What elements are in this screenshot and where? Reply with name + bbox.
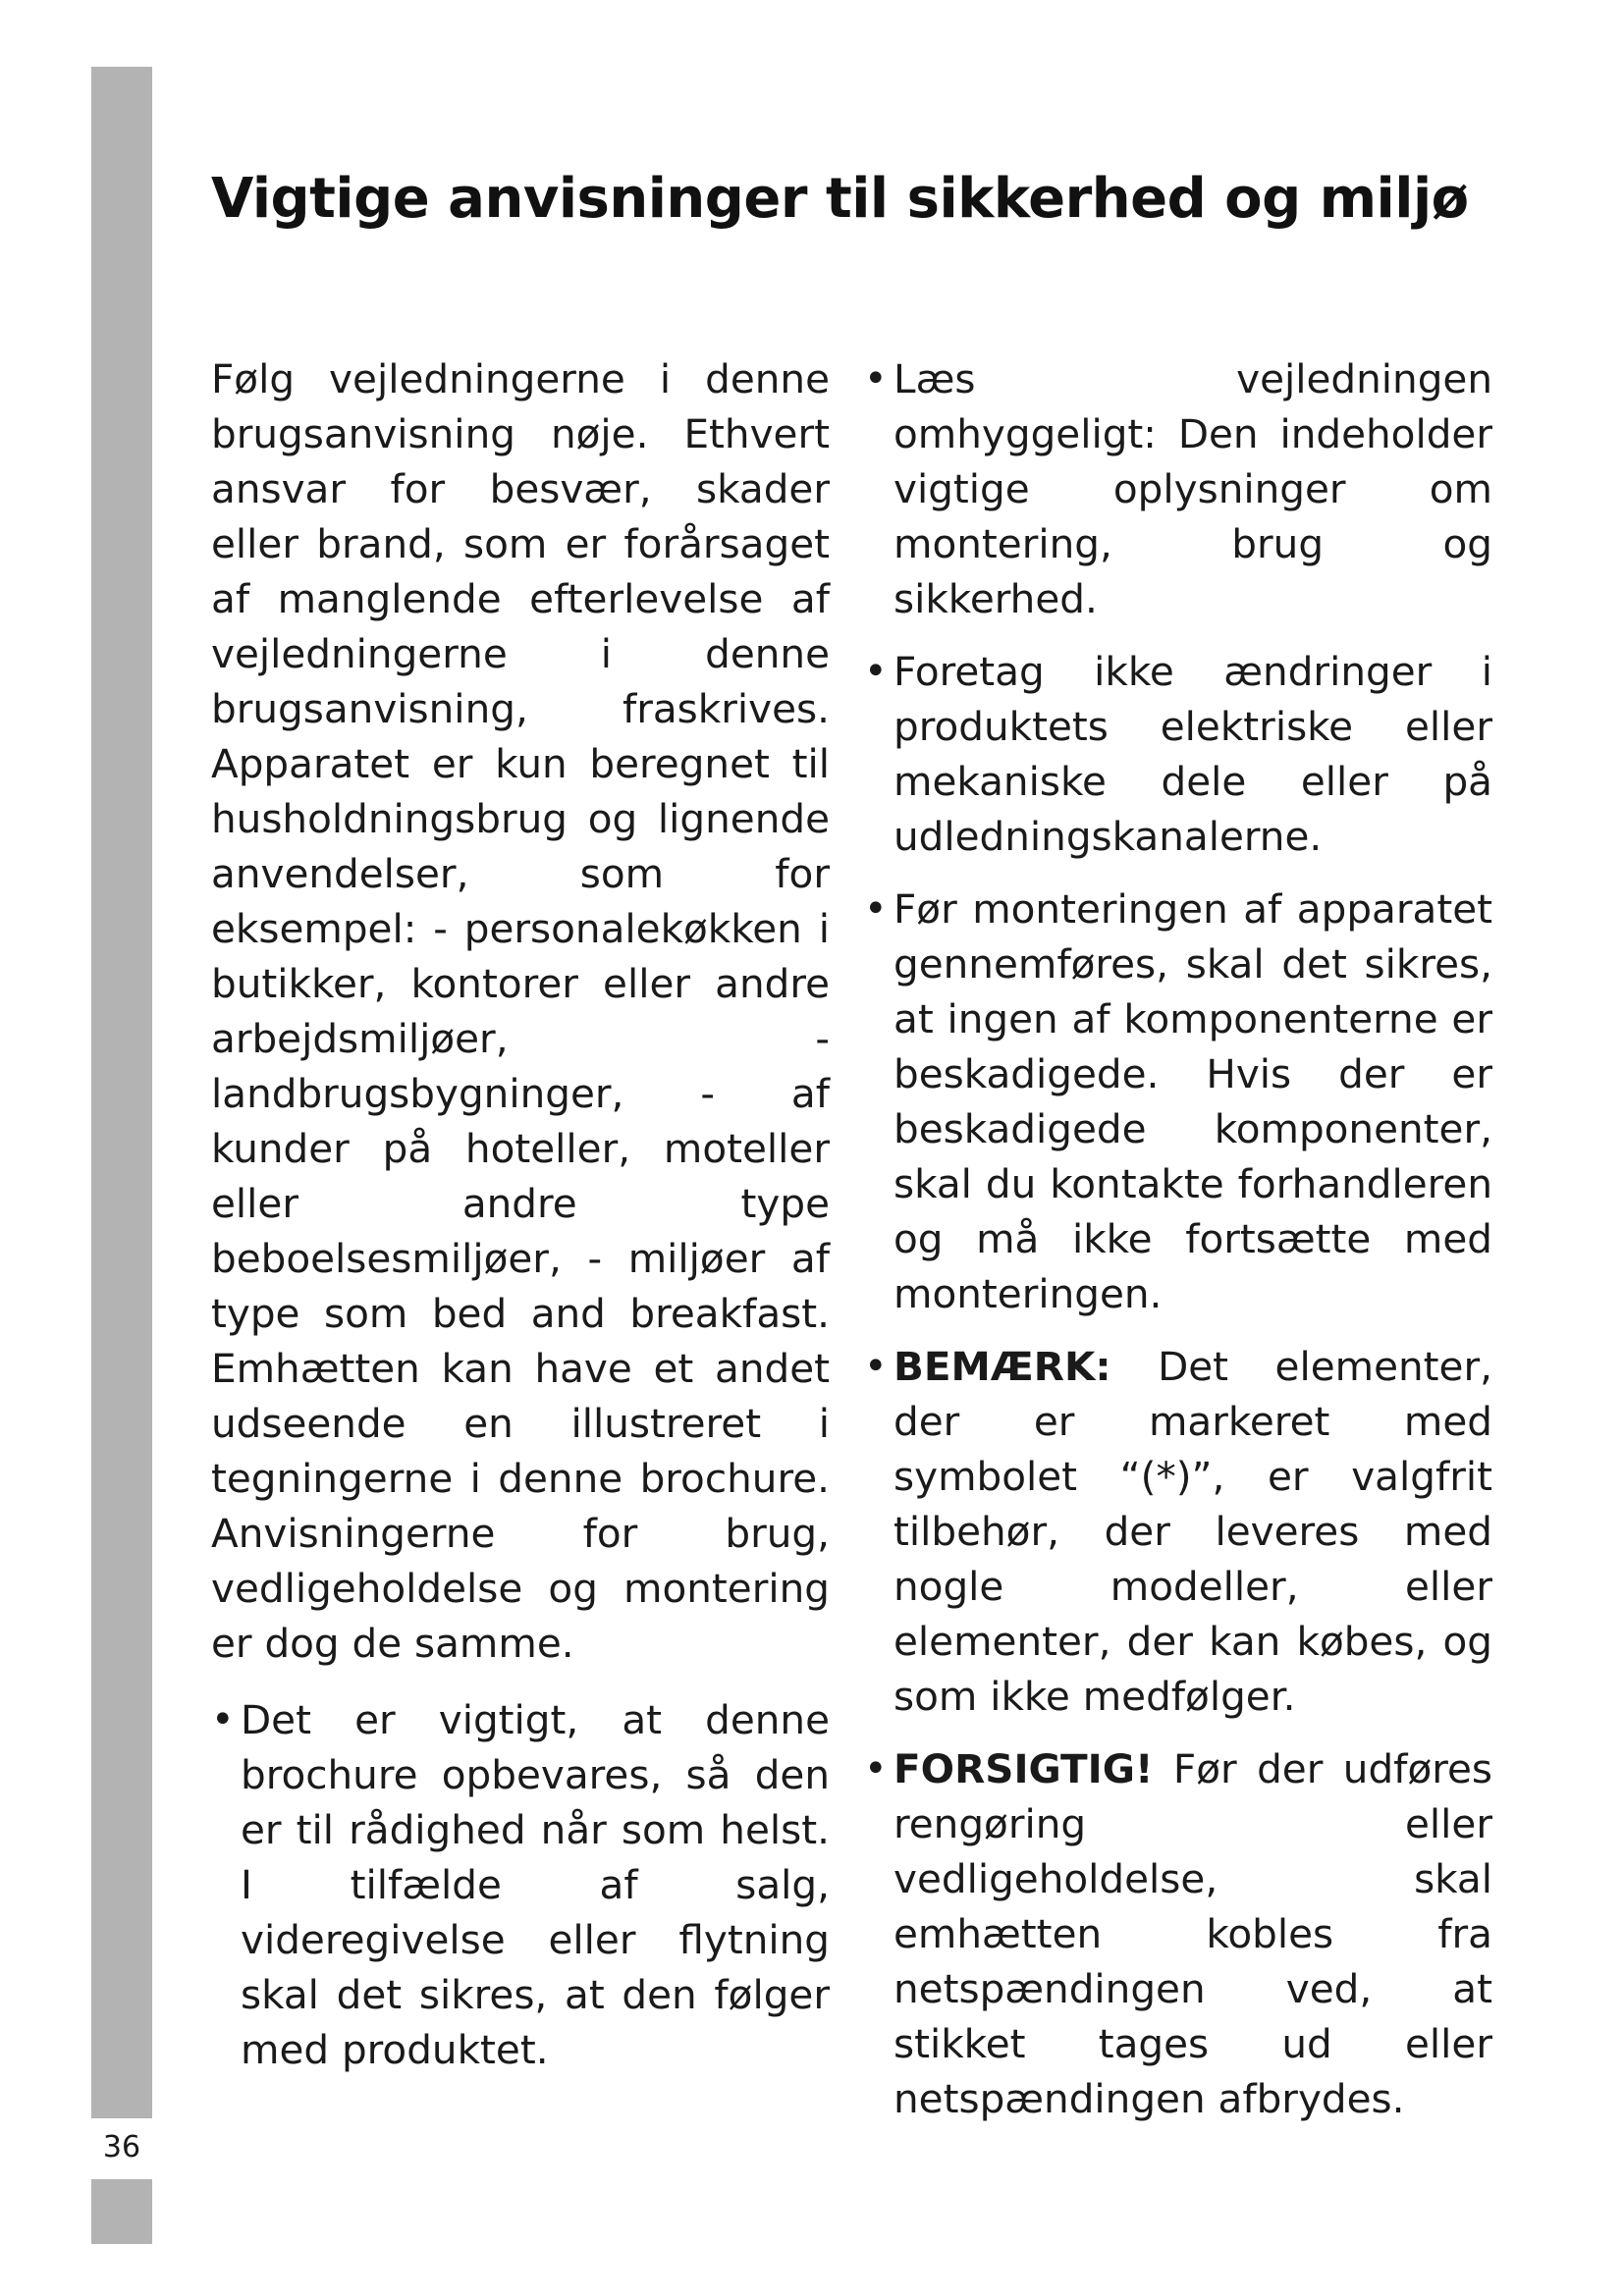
- list-item: [864, 644, 1492, 864]
- list-item: [864, 351, 1492, 626]
- intro-paragraph: Følg vejledningerne i denne brugsanvisning nøje. Ethvert ansvar for besvær, skader eller brand, som er forårsaget af manglende efterlevelse af vejledningerne i denne brugsanvisning, fraskrives. Apparatet er kun beregnet til husholdningsbrug og lignende anvendelser, som for eksempel: - personalekøkken i butikker, kontorer eller andre arbejdsmiljøer, - landbrugsbygninger, - af kunder på hoteller, moteller eller andre type beboelsesmiljøer, - miljøer af type som bed and breakfast. Emhætten kan have et andet udseende en illustreret i tegningerne i denne brochure. Anvisningerne for brug, vedligeholdelse og montering er dog de samme.: [211, 355, 830, 1667]
- bullet-text: Foretag ikke ændringer i produktets elektriske eller mekaniske dele eller på udledningskanalerne.: [893, 648, 1492, 860]
- right-column: [864, 351, 1492, 2144]
- page-number: 36: [102, 2130, 141, 2164]
- side-margin-bar-bottom: [91, 2179, 152, 2244]
- bullet-icon: •: [211, 1697, 235, 1742]
- bullet-text: Læs vejledningen omhyggeligt: Den indeholder vigtige oplysninger om montering, brug og sikkerhed.: [893, 355, 1492, 622]
- left-column: [211, 351, 830, 2095]
- bullet-text: Det er vigtigt, at denne brochure opbevares, så den er til rådighed når som helst. I tilfælde af salg, videregivelse eller flytning skal det sikres, at den følger med produktet.: [241, 1696, 830, 2073]
- bullet-icon: •: [864, 356, 888, 401]
- note-label: BEMÆRK:: [893, 1343, 1111, 1390]
- bullet-icon: •: [864, 1344, 888, 1389]
- page-title: Vigtige anvisninger til sikkerhed og miljø: [211, 167, 1469, 231]
- list-item-caution: [864, 1741, 1492, 2126]
- bullet-icon: •: [864, 1746, 888, 1791]
- list-item-note: [864, 1339, 1492, 1724]
- bullet-icon: •: [864, 886, 888, 932]
- right-bullet-list: [864, 351, 1492, 2126]
- list-item: [864, 881, 1492, 1321]
- bullet-text: Før monteringen af apparatet gennemføres, skal det sikres, at ingen af komponenterne er beskadigede. Hvis der er beskadigede komponenter, skal du kontakte forhandleren og må ikke fortsætte med monteringen.: [893, 885, 1492, 1317]
- list-item: [211, 1692, 830, 2077]
- bullet-icon: •: [864, 649, 888, 694]
- side-margin-bar: [91, 67, 152, 2118]
- bullet-text: Før der udføres rengøring eller vedligeholdelse, skal emhætten kobles fra netspændingen ved, at stikket tages ud eller netspændingen afbrydes.: [893, 1745, 1492, 2122]
- bullet-text: Det elementer, der er markeret med symbolet “(*)”, er valgfrit tilbehør, der leveres med nogle modeller, eller elementer, der kan købes, og som ikke medfølger.: [893, 1343, 1492, 1720]
- caution-label: FORSIGTIG!: [893, 1745, 1154, 1792]
- left-bullet-list: [211, 1692, 830, 2077]
